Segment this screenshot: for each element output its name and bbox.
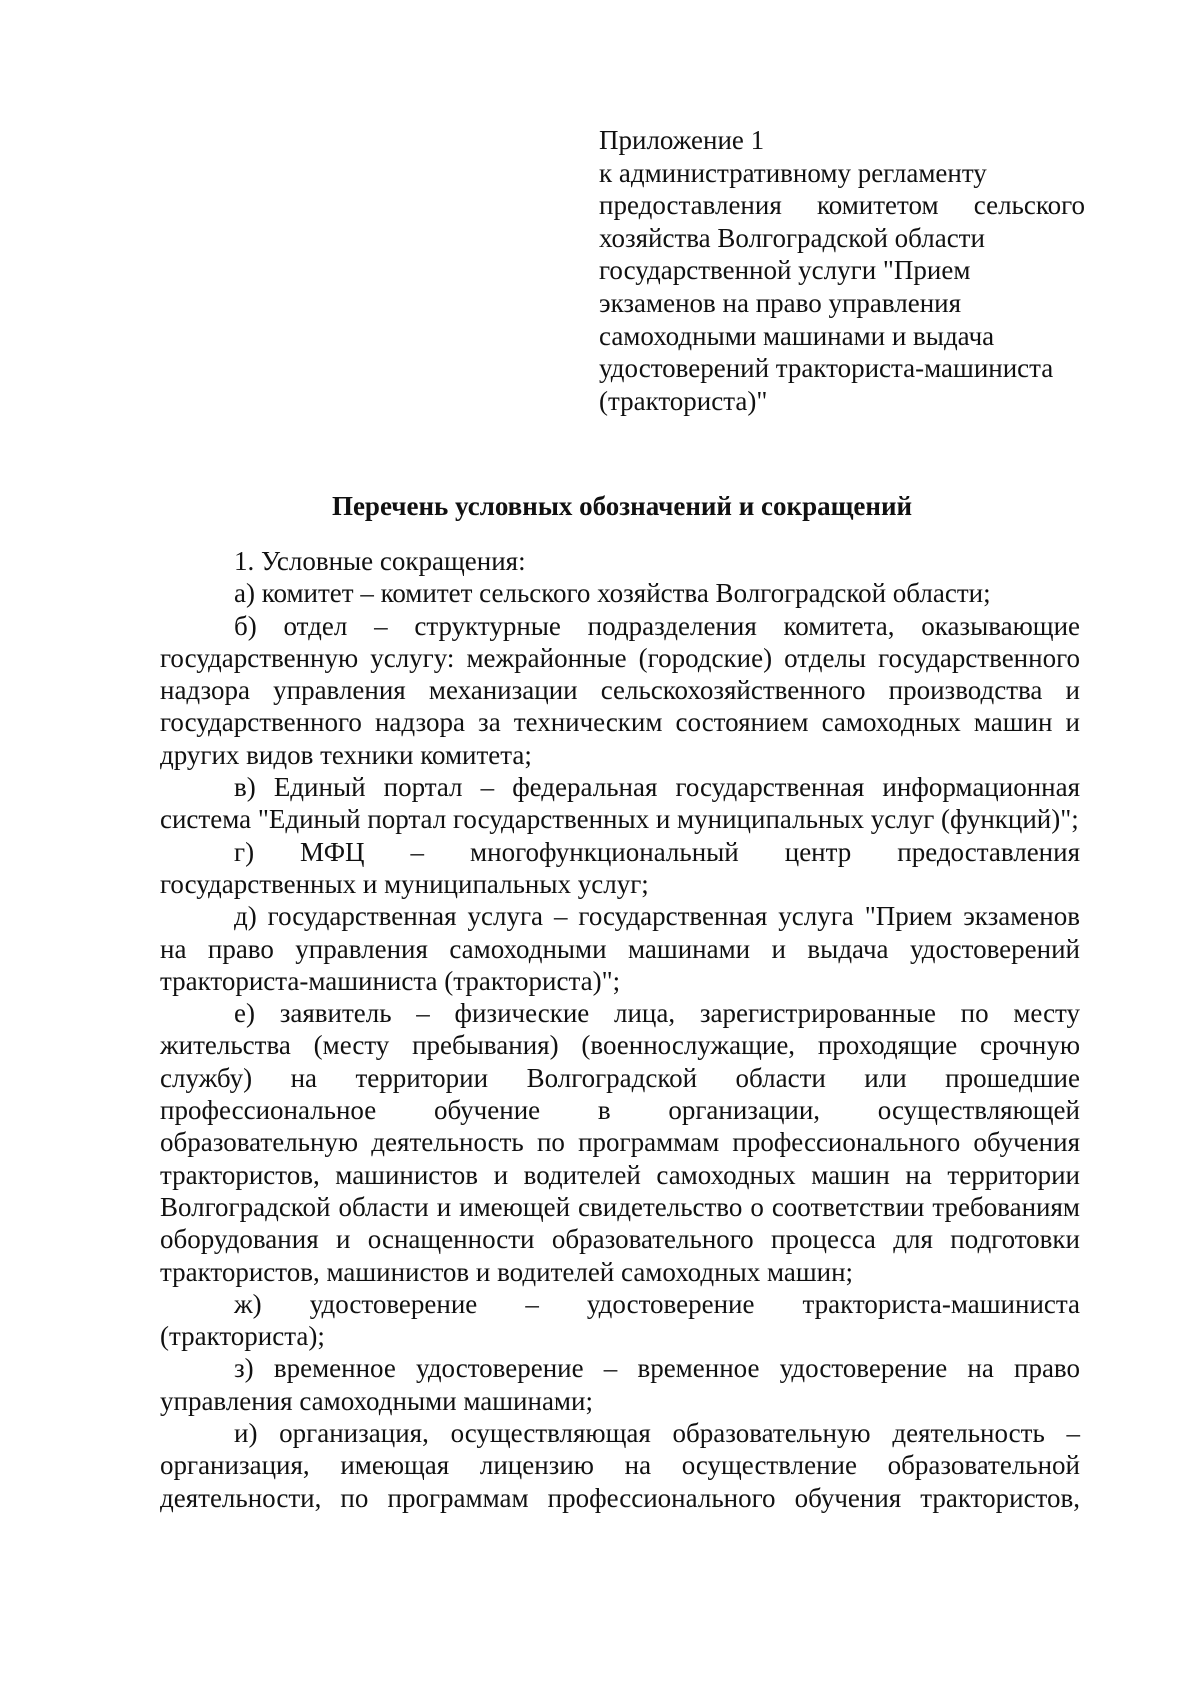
appendix-line: экзаменов на право управления (599, 287, 962, 318)
paragraph: ж) удостоверение – удостоверение тракториста-машиниста (тракториста); (160, 1288, 1080, 1352)
appendix-line: самоходными машинами и выдача (599, 320, 995, 351)
paragraph: г) МФЦ – многофункциональный центр предоставления государственных и муниципальных услуг; (160, 836, 1080, 899)
appendix-line: предоставления комитетом сельского (599, 190, 1085, 221)
appendix-line: удостоверений тракториста-машиниста (599, 353, 1054, 384)
appendix-line: хозяйства Волгоградской области (599, 222, 985, 253)
document-body (160, 545, 1080, 1514)
paragraph: а) комитет – комитет сельского хозяйства Волгоградской области; (234, 578, 991, 609)
paragraph: и) организация, осуществляющая образовательную деятельность – организация, имеющая лицензию на осуществление образовательной деятельности, по программам профессионального обучения трактористов, (160, 1418, 1080, 1513)
appendix-line: государственной услуги "Прием (599, 255, 971, 286)
paragraph: 1. Условные сокращения: (234, 546, 526, 576)
appendix-line: к административному регламенту (599, 157, 987, 188)
paragraph: в) Единый портал – федеральная государственная информационная система "Единый портал государственных и муниципальных услуг (функций)"; (160, 772, 1080, 835)
appendix-line: (тракториста)" (599, 385, 768, 416)
paragraph: б) отдел – структурные подразделения комитета, оказывающие государственную услугу: межрайонные (городские) отделы государственного надзора управления механизации сельскохозяйственного производства и государственного надзора за техническим состоянием самоходных машин и других видов техники комитета; (160, 610, 1080, 770)
paragraph: е) заявитель – физические лица, зарегистрированные по месту жительства (месту пребывания) (военнослужащие, проходящие срочную службу) на территории Волгоградской области или прошедшие профессиональное обучение в организации, осуществляющей образовательную деятельность по программам профессионального обучения трактористов, машинистов и водителей самоходных машин на территории Волгоградской области и имеющей свидетельство о соответствии требованиям оборудования и оснащенности образовательного процесса для подготовки трактористов, машинистов и водителей самоходных машин; (160, 998, 1080, 1287)
appendix-header (599, 124, 1085, 417)
document-title: Перечень условных обозначений и сокращений (331, 491, 913, 521)
appendix-line: Приложение 1 (599, 125, 765, 155)
paragraph: з) временное удостоверение – временное удостоверение на право управления самоходными машинами; (160, 1353, 1080, 1416)
paragraph: д) государственная услуга – государственная услуга "Прием экзаменов на право управления самоходными машинами и выдача удостоверений тракториста-машиниста (тракториста)"; (160, 901, 1080, 996)
